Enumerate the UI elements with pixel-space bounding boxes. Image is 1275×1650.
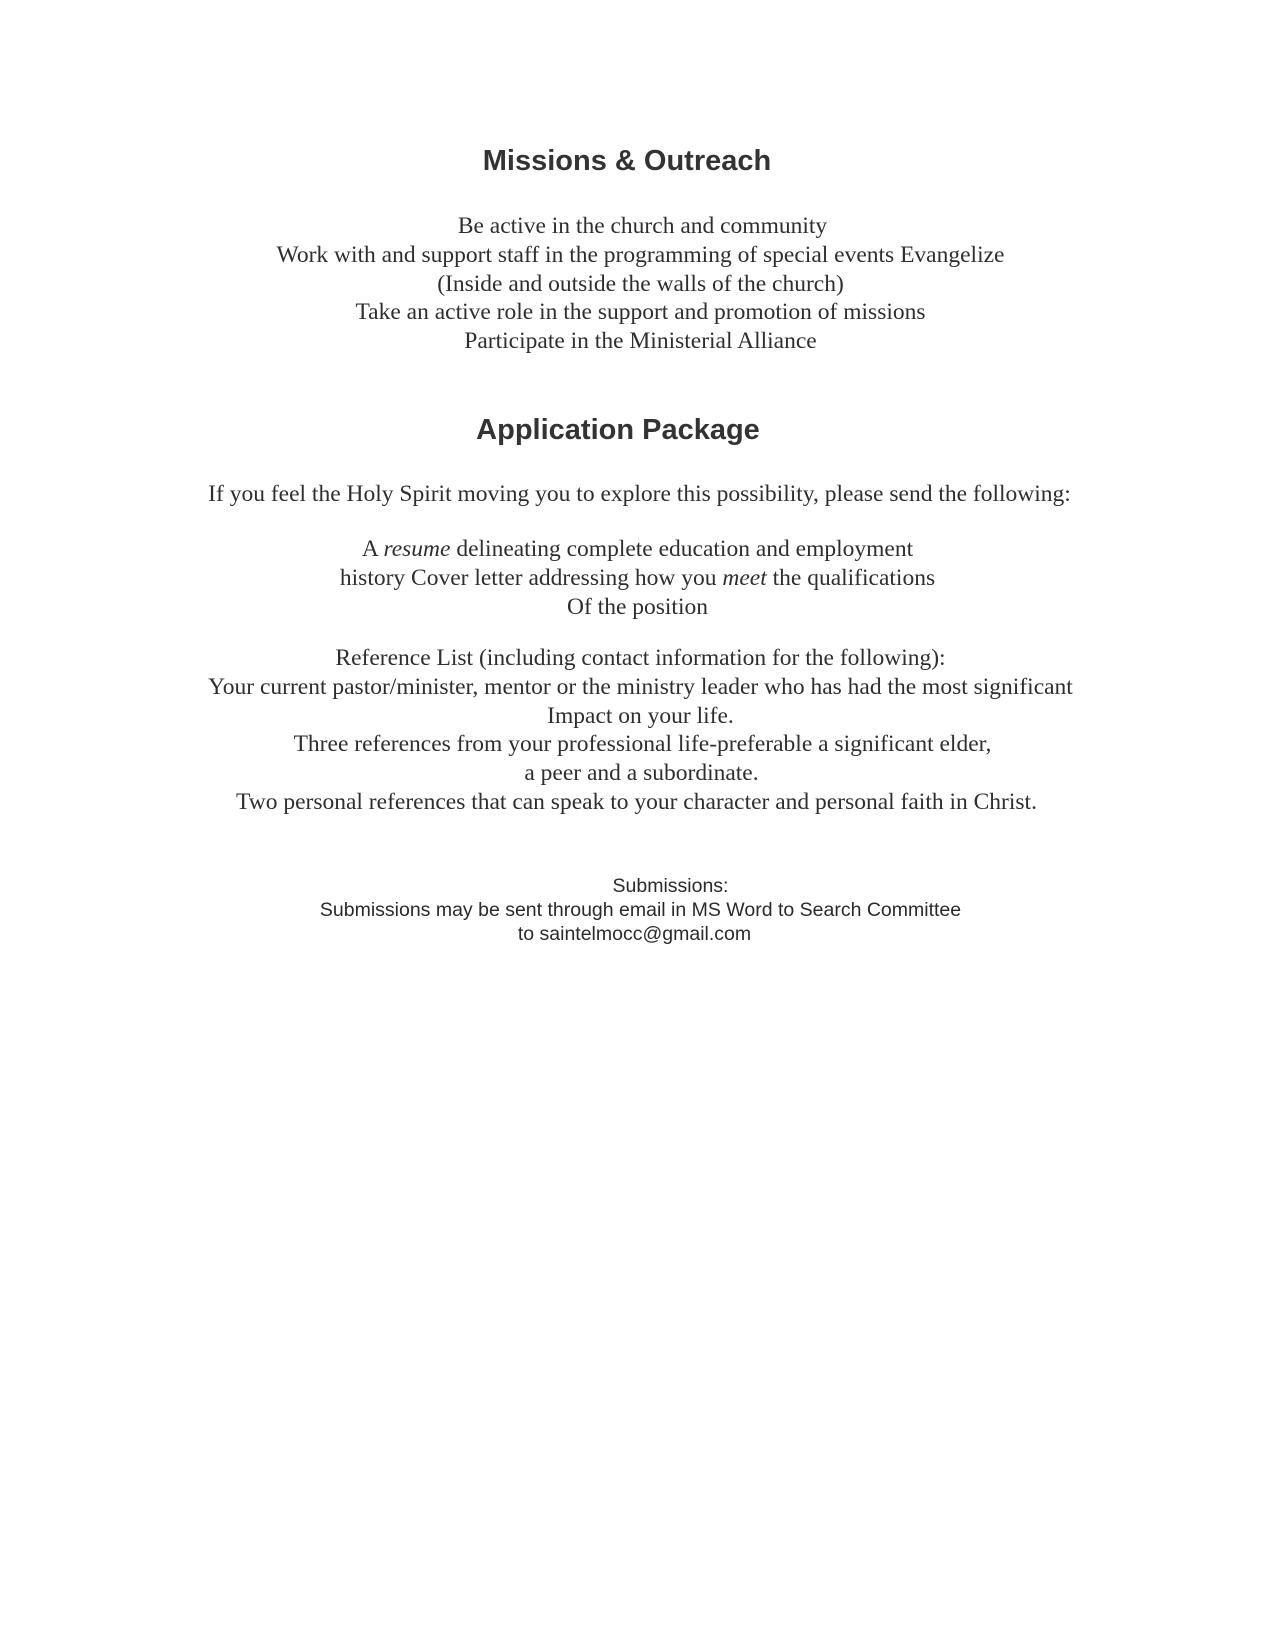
reference-item: Impact on your life. [547,702,734,729]
cover-letter-line [0,564,1275,593]
missions-item: Be active in the church and community [457,213,828,239]
application-documents [0,535,1275,621]
reference-item: Your current pastor/minister, mentor or the ministry leader who has had the most significant [208,673,1073,700]
submissions-block [0,874,1275,946]
missions-heading: Missions & Outreach [482,145,772,177]
missions-item: Participate in the Ministerial Alliance [464,328,817,355]
application-heading: Application Package [476,414,760,446]
missions-item: Work with and support staff in the programming of special events Evangelize [276,241,1005,268]
resume-line [0,535,1275,564]
reference-item: Reference List (including contact information for the following): [335,645,946,671]
submissions-instructions: Submissions may be sent through email in MS Word to Search Committee [319,899,962,921]
resume-line-italic: resume [383,536,451,562]
application-intro-block [0,480,1275,509]
missions-item: Take an active role in the support and promotion of missions [355,299,926,326]
position-line: Of the position [567,593,708,620]
reference-item: Two personal references that can speak to your character and personal faith in Christ. [236,788,1037,815]
submissions-label: Submissions: [612,875,729,897]
cover-line-after: the qualifications [766,564,936,591]
missions-list [0,212,1275,356]
resume-line-before: A [361,536,384,562]
cover-line-italic: meet [722,564,767,591]
reference-item: a peer and a subordinate. [524,760,759,787]
reference-item: Three references from your professional life-preferable a significant elder, [293,731,992,758]
reference-list [0,644,1275,817]
submissions-email: to saintelmocc@gmail.com [517,923,752,945]
missions-item: (Inside and outside the walls of the church) [437,270,844,297]
application-intro: If you feel the Holy Spirit moving you to explore this possibility, please send the following: [208,481,1071,507]
cover-line-before: history Cover letter addressing how you [339,564,723,591]
resume-line-after: delineating complete education and employment [450,536,914,562]
